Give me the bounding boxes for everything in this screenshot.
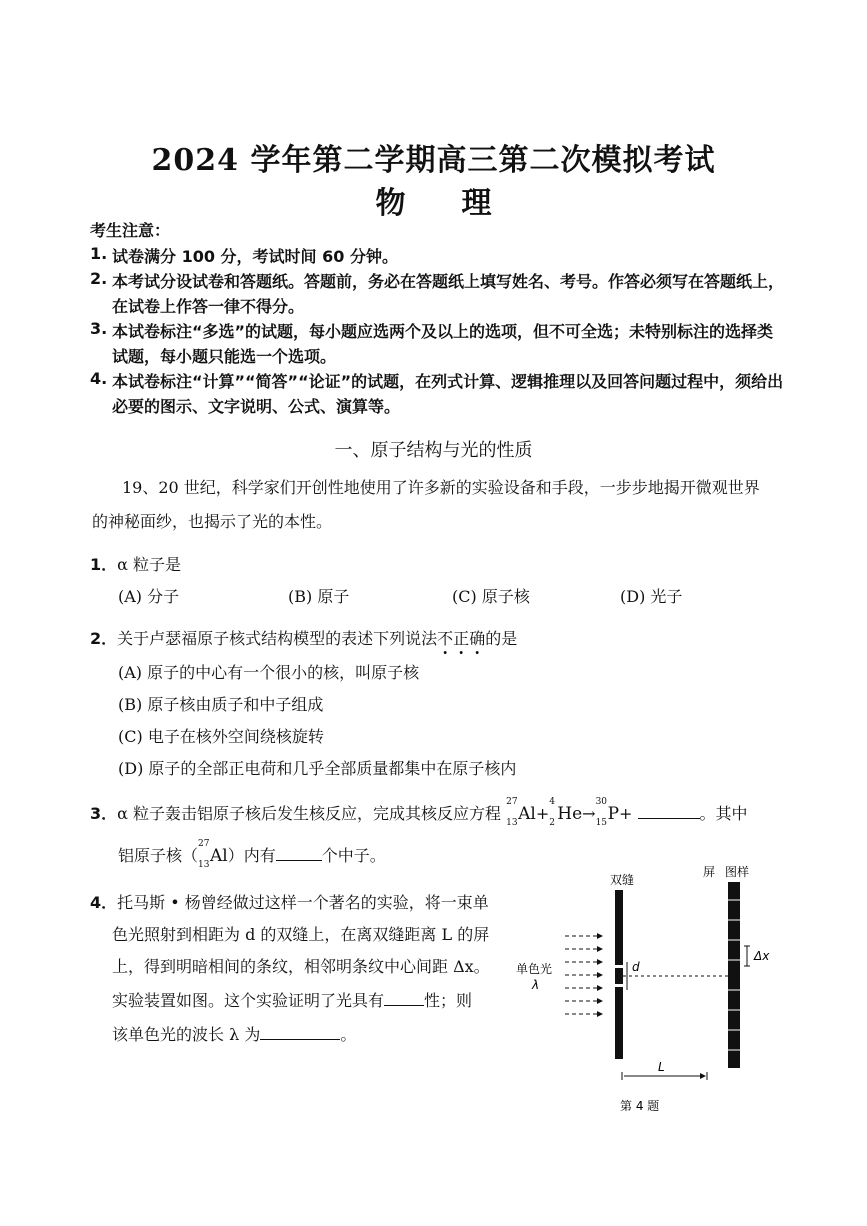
text-fragment: 该单色光的波长 λ 为 bbox=[112, 1025, 261, 1044]
option-b[interactable]: (B) 原子核由质子和中子组成 bbox=[118, 695, 324, 714]
light-rays bbox=[565, 936, 602, 1014]
notice-line: 本试卷标注“多选”的试题，每小题应选两个及以上的选项，但不可全选；未特别标注的选择类 bbox=[112, 322, 774, 341]
option-d[interactable]: (D) 光子 bbox=[620, 587, 683, 606]
text-fragment: 性；则 bbox=[424, 991, 473, 1010]
answer-blank[interactable] bbox=[638, 804, 700, 819]
pattern-label: 图样 bbox=[725, 865, 750, 879]
notice-line: 在试卷上作答一律不得分。 bbox=[112, 297, 305, 316]
L-label: L bbox=[658, 1060, 665, 1074]
notice-line: 本试卷标注“计算”“简答”“论证”的试题，在列式计算、逻辑推理以及回答问题过程中，须给出 bbox=[112, 372, 784, 391]
nuclide-al: 27 13 Al bbox=[198, 839, 228, 870]
nuclide-al: 27 13 Al bbox=[506, 797, 536, 828]
question-4-line bbox=[112, 1022, 356, 1045]
slit-label: 双缝 bbox=[610, 873, 635, 887]
question-2 bbox=[90, 626, 517, 649]
delta-x-marker bbox=[744, 946, 750, 966]
answer-blank[interactable] bbox=[276, 846, 322, 861]
notice-line: 试卷满分 100 分，考试时间 60 分钟。 bbox=[112, 247, 398, 266]
section-title: 一、原子结构与光的性质 bbox=[334, 440, 533, 461]
section-intro-line: 19、20 世纪，科学家们开创性地使用了许多新的实验设备和手段，一步步地揭开微观世界 bbox=[122, 478, 760, 497]
delta-x-label: Δx bbox=[754, 949, 770, 963]
question-number: 2． bbox=[90, 629, 118, 648]
slit-barrier-bottom bbox=[615, 987, 623, 1059]
question-4-line: 上，得到明暗相间的条纹，相邻明条纹中心间距 Δx。 bbox=[112, 957, 490, 976]
question-stem-end: 。其中 bbox=[699, 804, 748, 823]
question-4-line: 色光照射到相距为 d 的双缝上，在离双缝距离 L 的屏 bbox=[112, 925, 490, 944]
d-label: d bbox=[632, 960, 640, 974]
question-3-line2 bbox=[118, 839, 386, 870]
question-stem-end: 的是 bbox=[485, 629, 518, 648]
emphasis-char: 确 bbox=[469, 629, 486, 648]
question-number: 3． bbox=[90, 804, 118, 823]
subject-char-1: 物 bbox=[375, 186, 406, 221]
text-fragment: 托马斯 • 杨曾经做过这样一个著名的实验，将一束单 bbox=[117, 893, 489, 912]
notice-num: 2. bbox=[90, 269, 108, 288]
notice-num: 1. bbox=[90, 244, 108, 263]
plus-sign: + bbox=[535, 804, 550, 823]
notice-num: 4. bbox=[90, 369, 108, 388]
text-fragment: 个中子。 bbox=[321, 846, 386, 865]
lambda-label: λ bbox=[532, 978, 540, 992]
question-1 bbox=[90, 552, 181, 575]
emphasis-char: 正 bbox=[453, 629, 470, 648]
notice-heading: 考生注意： bbox=[90, 221, 171, 240]
reaction-arrow: → bbox=[582, 804, 596, 823]
question-number: 4． bbox=[90, 893, 118, 912]
question-stem: α 粒子轰击铝原子核后发生核反应，完成其核反应方程 bbox=[117, 804, 502, 823]
answer-blank[interactable] bbox=[260, 1025, 340, 1040]
double-slit-diagram bbox=[510, 860, 790, 1120]
screen bbox=[728, 882, 740, 1068]
text-fragment: 铝原子核（ bbox=[118, 846, 199, 865]
screen-label: 屏 bbox=[703, 865, 716, 879]
answer-blank[interactable] bbox=[384, 991, 424, 1006]
nuclide-p: 30 15 P bbox=[595, 797, 620, 828]
text-fragment: 。 bbox=[340, 1025, 357, 1044]
exam-title: 2024 学年第二学期高三第二次模拟考试 bbox=[151, 143, 716, 178]
question-stem: 关于卢瑟福原子核式结构模型的表述下列说法 bbox=[117, 629, 438, 648]
nuclide-he: 4 2 He bbox=[549, 797, 583, 828]
option-b[interactable]: (B) 原子 bbox=[288, 587, 350, 606]
option-d[interactable]: (D) 原子的全部正电荷和几乎全部质量都集中在原子核内 bbox=[118, 759, 517, 778]
section-intro-line: 的神秘面纱，也揭示了光的本性。 bbox=[92, 512, 333, 531]
question-stem: α 粒子是 bbox=[117, 555, 182, 574]
subject-char-2: 理 bbox=[461, 186, 492, 221]
option-a[interactable]: (A) 分子 bbox=[118, 587, 180, 606]
question-3 bbox=[90, 797, 748, 828]
slit-barrier-top bbox=[615, 890, 623, 965]
option-a[interactable]: (A) 原子的中心有一个很小的核，叫原子核 bbox=[118, 663, 420, 682]
text-fragment: 实验装置如图。这个实验证明了光具有 bbox=[112, 991, 385, 1010]
text-fragment: ）内有 bbox=[227, 846, 276, 865]
emphasis-char: 不 bbox=[437, 629, 454, 648]
subject-title bbox=[0, 178, 867, 222]
figure-caption: 第 4 题 bbox=[620, 1099, 660, 1113]
question-number: 1． bbox=[90, 555, 118, 574]
plus-sign: + bbox=[619, 804, 633, 823]
question-4-line bbox=[90, 890, 489, 913]
option-c[interactable]: (C) 电子在核外空间绕核旋转 bbox=[118, 727, 324, 746]
notice-line: 必要的图示、文字说明、公式、演算等。 bbox=[112, 397, 401, 416]
option-c[interactable]: (C) 原子核 bbox=[452, 587, 530, 606]
notice-num: 3. bbox=[90, 319, 108, 338]
notice-line: 试题，每小题只能选一个选项。 bbox=[112, 347, 337, 366]
notice-line: 本考试分设试卷和答题纸。答题前，务必在答题纸上填写姓名、考号。作答必须写在答题纸上， bbox=[112, 272, 785, 291]
slit-barrier-middle bbox=[615, 968, 623, 984]
light-label: 单色光 bbox=[516, 962, 553, 976]
question-4-line bbox=[112, 988, 472, 1011]
